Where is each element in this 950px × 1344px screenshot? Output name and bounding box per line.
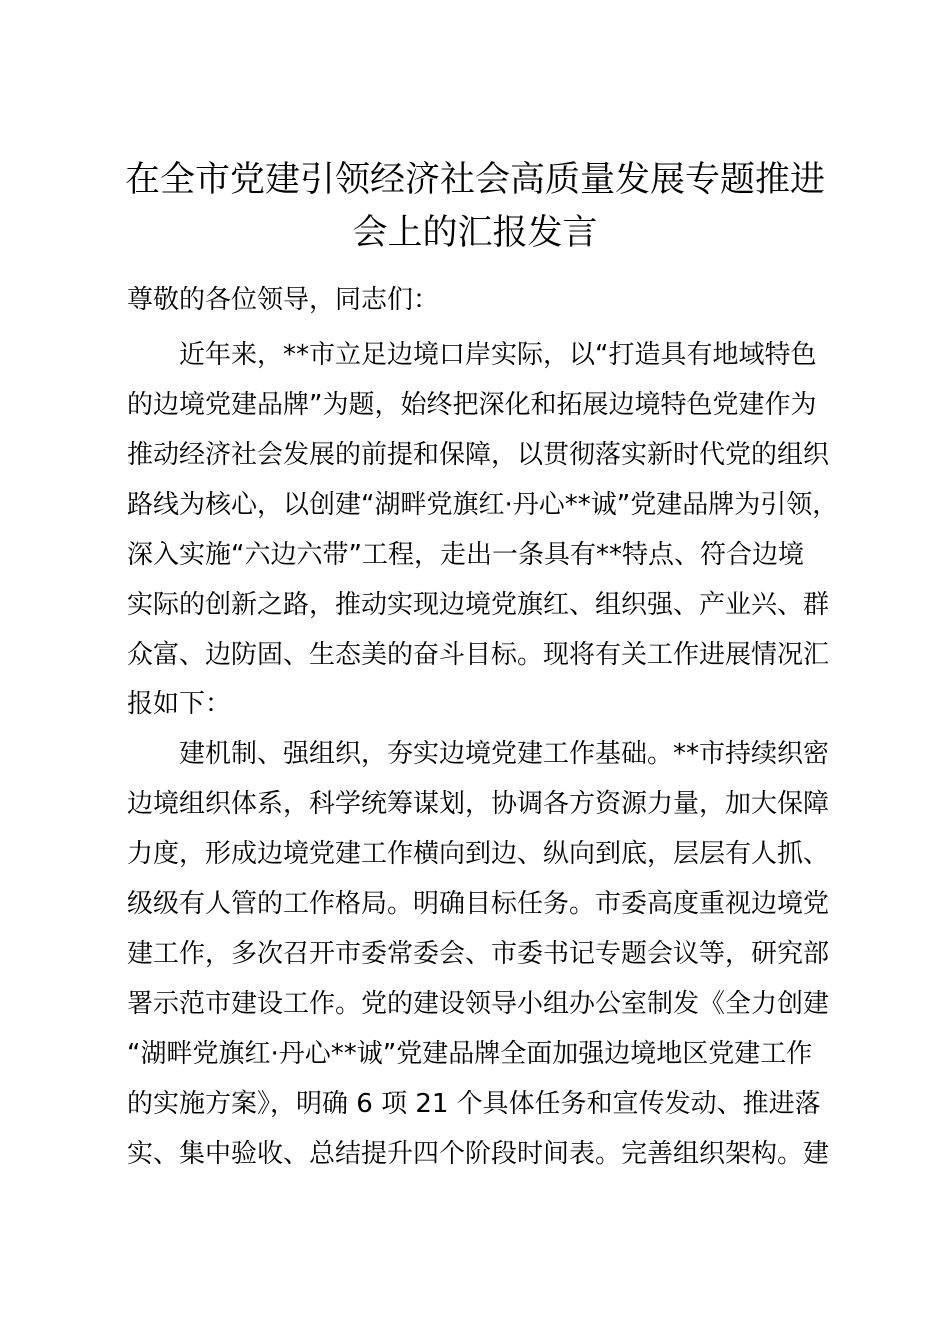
paragraph-line: 的实施方案》，明确 6 项 21 个具体任务和宣传发动、推进落 bbox=[127, 1089, 821, 1119]
paragraph-line: 的边境党建品牌”为题，始终把深化和拓展边境特色党建作为 bbox=[127, 390, 817, 420]
paragraph-line: 建机制、强组织，夯实边境党建工作基础。**市持续织密 bbox=[179, 739, 830, 769]
paragraph-line: 众富、边防固、生态美的奋斗目标。现将有关工作进展情况汇 bbox=[127, 640, 830, 670]
document-title-line-1: 在全市党建引领经济社会高质量发展专题推进 bbox=[124, 160, 825, 200]
paragraph-line: 报如下： bbox=[127, 689, 232, 719]
paragraph-line: 路线为核心，以创建“湖畔党旗红·丹心**诚”党建品牌为引领， bbox=[127, 490, 839, 520]
salutation: 尊敬的各位领导，同志们： bbox=[127, 285, 440, 315]
paragraph-line: 级级有人管的工作格局。明确目标任务。市委高度重视边境党 bbox=[127, 889, 830, 919]
paragraph-line: 近年来，**市立足边境口岸实际，以“打造具有地域特色 bbox=[179, 340, 817, 370]
paragraph-line: “湖畔党旗红·丹心**诚”党建品牌全面加强边境地区党建工作 bbox=[127, 1039, 813, 1069]
paragraph-line: 实、集中验收、总结提升四个阶段时间表。完善组织架构。建 bbox=[127, 1139, 830, 1169]
paragraph-line: 实际的创新之路，推动实现边境党旗红、组织强、产业兴、群 bbox=[127, 590, 830, 620]
document-title-line-2: 会上的汇报发言 bbox=[352, 213, 598, 253]
paragraph-line: 建工作，多次召开市委常委会、市委书记专题会议等，研究部 bbox=[127, 939, 830, 969]
paragraph-line: 署示范市建设工作。党的建设领导小组办公室制发《全力创建 bbox=[127, 989, 830, 1019]
paragraph-line: 边境组织体系，科学统筹谋划，协调各方资源力量，加大保障 bbox=[127, 789, 830, 819]
paragraph-line: 推动经济社会发展的前提和保障，以贯彻落实新时代党的组织 bbox=[127, 440, 830, 470]
paragraph-line: 深入实施“六边六带”工程，走出一条具有**特点、符合边境 bbox=[127, 540, 804, 570]
paragraph-line: 力度，形成边境党建工作横向到边、纵向到底，层层有人抓、 bbox=[127, 839, 830, 869]
